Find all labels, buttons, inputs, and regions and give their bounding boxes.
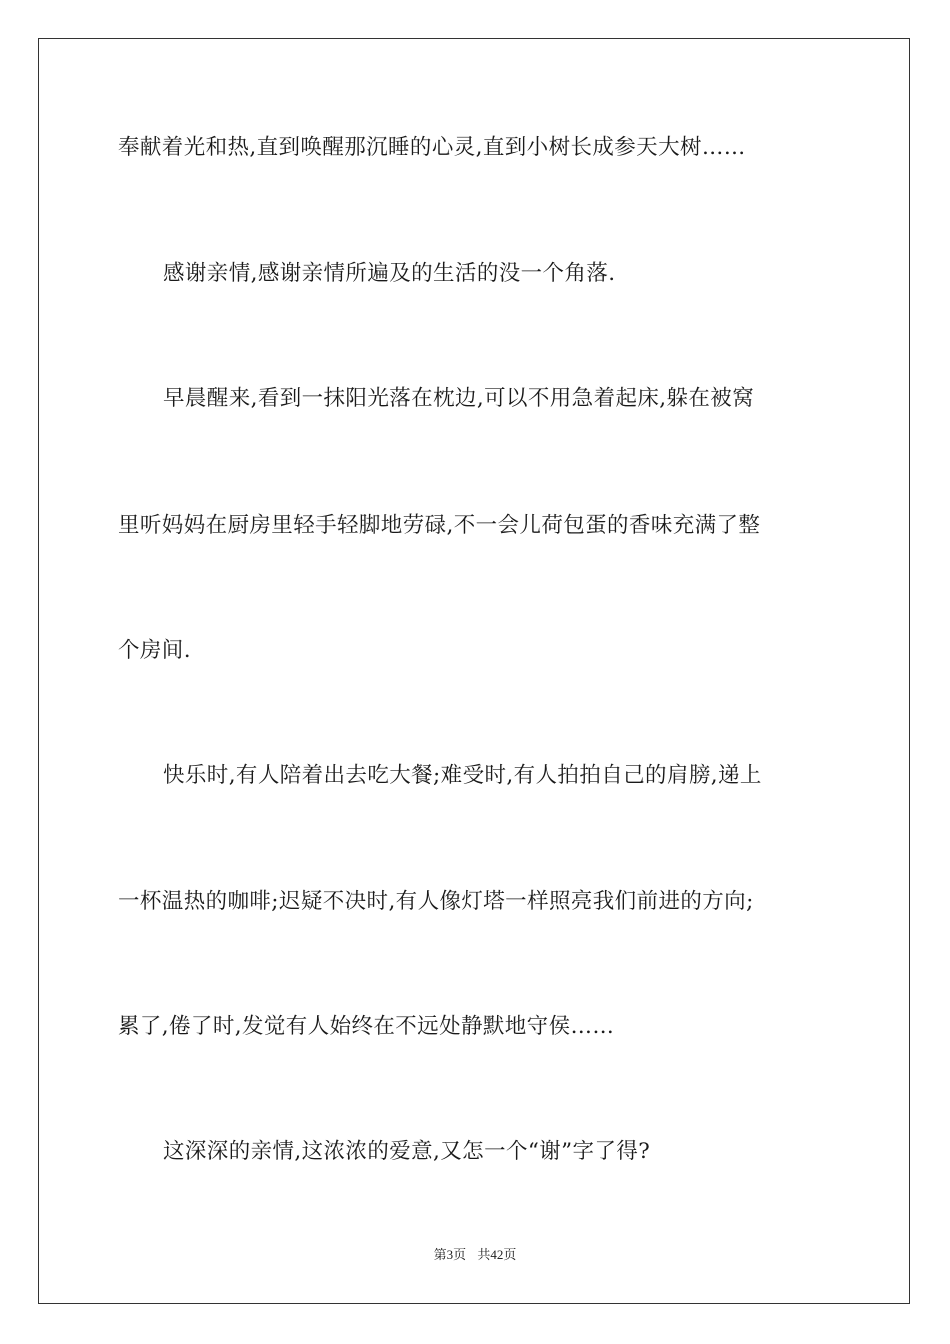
- text-line-6: 快乐时,有人陪着出去吃大餐;难受时,有人拍拍自己的肩膀,递上: [163, 763, 762, 788]
- page-total: 共42页: [477, 1247, 517, 1262]
- text-line-4: 里听妈妈在厨房里轻手轻脚地劳碌,不一会儿荷包蛋的香味充满了整: [118, 513, 761, 538]
- text-line-7: 一杯温热的咖啡;迟疑不决时,有人像灯塔一样照亮我们前进的方向;: [118, 889, 754, 914]
- page-footer: [0, 1244, 950, 1263]
- text-line-1: 奉献着光和热,直到唤醒那沉睡的心灵,直到小树长成参天大树……: [118, 135, 746, 160]
- text-line-2: 感谢亲情,感谢亲情所遍及的生活的没一个角落.: [163, 261, 616, 286]
- text-line-5: 个房间.: [118, 638, 191, 663]
- page-border: [38, 38, 910, 1304]
- text-line-8: 累了,倦了时,发觉有人始终在不远处静默地守侯……: [118, 1014, 615, 1039]
- text-line-3: 早晨醒来,看到一抹阳光落在枕边,可以不用急着起床,躲在被窝: [163, 386, 755, 411]
- page-number: 第3页: [433, 1247, 467, 1262]
- text-line-9: 这深深的亲情,这浓浓的爱意,又怎一个“谢”字了得?: [163, 1139, 651, 1164]
